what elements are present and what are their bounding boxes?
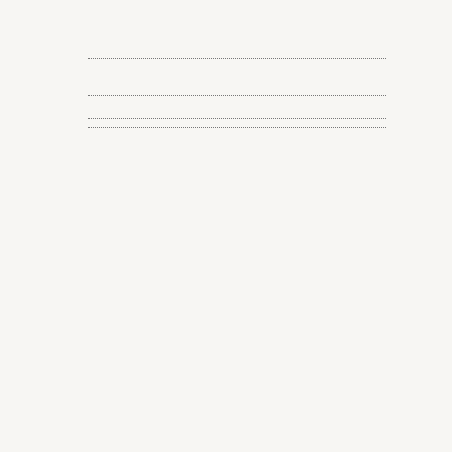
table-of-contents bbox=[87, 38, 387, 130]
toc-entry-index bbox=[87, 121, 387, 130]
leader-dots bbox=[88, 127, 386, 128]
leader-dots bbox=[88, 95, 386, 96]
leader-dots bbox=[88, 118, 386, 119]
toc-entry-solutions bbox=[87, 89, 387, 98]
toc-entry-part-two bbox=[87, 52, 387, 61]
leader-dots bbox=[88, 58, 386, 59]
toc-entry-glossaire bbox=[87, 112, 387, 121]
